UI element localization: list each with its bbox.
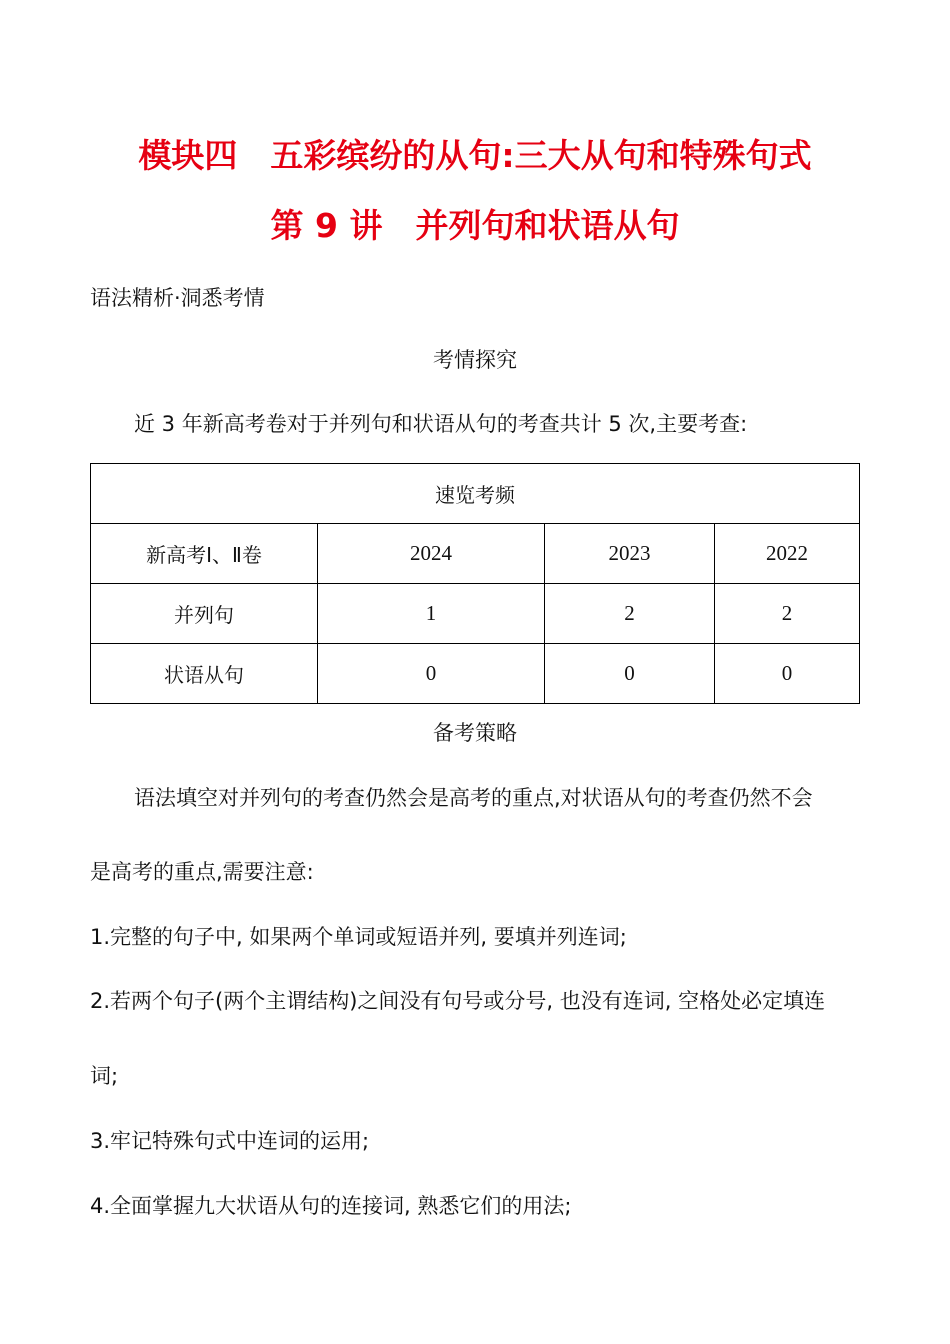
module-title: 模块四 五彩缤纷的从句:三大从句和特殊句式 — [138, 136, 812, 175]
exam-subheading: 考情探究 — [433, 348, 517, 372]
frequency-table — [90, 463, 860, 704]
table-cell: 0 — [715, 644, 860, 704]
strategy-paragraph-line: 是高考的重点,需要注意: — [90, 860, 314, 884]
table-header-year: 2023 — [545, 524, 715, 584]
table-cell: 0 — [545, 644, 715, 704]
intro-paragraph: 近 3 年新高考卷对于并列句和状语从句的考查共计 5 次,主要考查: — [134, 412, 748, 436]
list-item: 4.全面掌握九大状语从句的连接词, 熟悉它们的用法; — [90, 1194, 572, 1218]
strategy-subheading: 备考策略 — [433, 721, 517, 745]
table-row — [91, 644, 860, 704]
lesson-title: 第 9 讲 并列句和状语从句 — [270, 206, 680, 245]
table-cell: 1 — [318, 584, 545, 644]
list-item: 3.牢记特殊句式中连词的运用; — [90, 1129, 370, 1153]
table-header-row — [91, 524, 860, 584]
table-caption: 速览考频 — [91, 464, 860, 524]
table-row — [91, 584, 860, 644]
table-header-label: 新高考Ⅰ、Ⅱ卷 — [91, 524, 318, 584]
table-caption-row — [91, 464, 860, 524]
table-header-year: 2024 — [318, 524, 545, 584]
table-cell: 2 — [715, 584, 860, 644]
table-cell: 0 — [318, 644, 545, 704]
table-header-year: 2022 — [715, 524, 860, 584]
list-item-continuation: 词; — [90, 1064, 119, 1088]
table-cell: 2 — [545, 584, 715, 644]
strategy-paragraph-line: 语法填空对并列句的考查仍然会是高考的重点,对状语从句的考查仍然不会 — [134, 786, 813, 810]
table-row-label: 并列句 — [91, 584, 318, 644]
list-item: 1.完整的句子中, 如果两个单词或短语并列, 要填并列连词; — [90, 925, 627, 949]
section-heading: 语法精析·洞悉考情 — [90, 286, 265, 310]
table-row-label: 状语从句 — [91, 644, 318, 704]
list-item: 2.若两个句子(两个主谓结构)之间没有句号或分号, 也没有连词, 空格处必定填连 — [90, 989, 826, 1013]
